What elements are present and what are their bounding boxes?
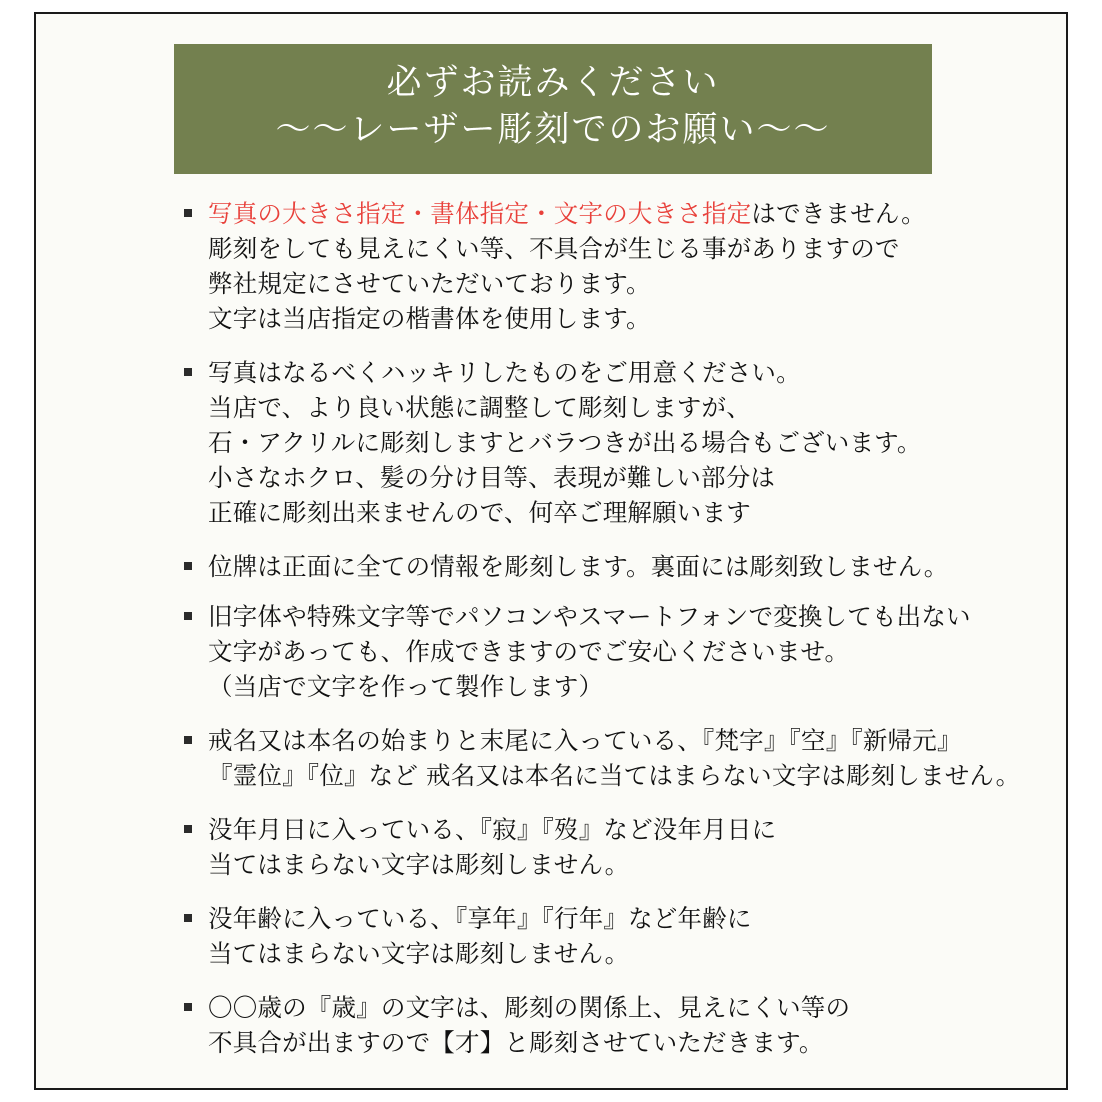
header-title-line-2: 〜〜レーザー彫刻でのお願い〜〜 — [275, 110, 831, 150]
notice-text: 当てはまらない文字は彫刻しません。 — [208, 850, 630, 879]
notice-item — [182, 355, 1012, 530]
notice-line — [208, 936, 1012, 971]
notice-text: 旧字体や特殊文字等でパソコンやスマートフォンで変換しても出ない — [208, 602, 971, 631]
square-bullet-icon — [184, 209, 192, 217]
notice-item — [182, 599, 1012, 704]
notice-line — [208, 812, 1012, 847]
notice-text: はできません。 — [751, 199, 926, 228]
document-header-banner — [174, 44, 932, 174]
square-bullet-icon — [184, 736, 192, 744]
notice-line — [208, 495, 1012, 530]
notice-text: 小さなホクロ、髪の分け目等、表現が難しい部分は — [208, 463, 776, 492]
document-sheet — [34, 12, 1068, 1090]
notice-line — [208, 196, 1012, 231]
square-bullet-icon — [184, 1003, 192, 1011]
notice-line — [208, 758, 1021, 793]
notice-text: （当店で文字を作って製作します） — [208, 672, 604, 701]
notice-text: 『霊位』『位』など 戒名又は本名に当てはまらない文字は彫刻しません。 — [208, 761, 1021, 790]
square-bullet-icon — [184, 562, 192, 570]
notice-line — [208, 847, 1012, 882]
notice-line — [208, 723, 1012, 758]
notice-text: 弊社規定にさせていただいております。 — [208, 269, 651, 298]
notice-text: 当てはまらない文字は彫刻しません。 — [208, 939, 630, 968]
notice-item — [182, 812, 1012, 882]
notice-line — [208, 1025, 1012, 1060]
notice-line — [208, 901, 1012, 936]
document-inner — [36, 14, 1066, 1088]
square-bullet-icon — [184, 825, 192, 833]
notice-text: 没年齢に入っている、『享年』『行年』など年齢に — [208, 904, 752, 933]
square-bullet-icon — [184, 914, 192, 922]
notice-line — [208, 266, 1012, 301]
notice-text: 没年月日に入っている、『寂』『歿』など没年月日に — [208, 815, 777, 844]
notice-line — [208, 425, 1012, 460]
notice-item — [182, 990, 1012, 1060]
notice-item — [182, 549, 1012, 584]
notice-text: 文字があっても、作成できますのでご安心くださいませ。 — [208, 637, 850, 666]
notice-text: 位牌は正面に全ての情報を彫刻します。裏面には彫刻致しません。 — [208, 552, 949, 581]
square-bullet-icon — [184, 368, 192, 376]
notice-text: 戒名又は本名の始まりと末尾に入っている、『梵字』『空』『新帰元』 — [208, 726, 962, 755]
notice-line — [208, 460, 1012, 495]
notice-text: 文字は当店指定の楷書体を使用します。 — [208, 304, 651, 333]
notice-line — [208, 390, 1012, 425]
notice-text: 写真はなるべくハッキリしたものをご用意ください。 — [208, 358, 801, 387]
square-bullet-icon — [184, 612, 192, 620]
notice-item — [182, 723, 1021, 793]
notice-line — [208, 549, 1012, 584]
notice-text: 〇〇歳の『歳』の文字は、彫刻の関係上、見えにくい等の — [208, 993, 851, 1022]
notice-line — [208, 669, 1012, 704]
notice-line — [208, 355, 1012, 390]
notice-line — [208, 231, 1012, 266]
notice-text: 正確に彫刻出来ませんので、何卒ご理解願います — [208, 498, 751, 527]
header-title-line-1: 必ずお読みください — [386, 63, 720, 103]
notice-text: 彫刻をしても見えにくい等、不具合が生じる事がありますので — [208, 234, 900, 263]
notice-line — [208, 990, 1012, 1025]
notice-text-emphasis: 写真の大きさ指定・書体指定・文字の大きさ指定 — [208, 199, 752, 228]
notice-line — [208, 599, 1012, 634]
notice-item — [182, 901, 1012, 971]
notice-item — [182, 196, 1012, 336]
notice-line — [208, 301, 1012, 336]
notice-text: 不具合が出ますので【才】と彫刻させていただきます。 — [208, 1028, 824, 1057]
notice-text: 当店で、より良い状態に調整して彫刻しますが、 — [208, 393, 751, 422]
notice-line — [208, 634, 1012, 669]
notice-list — [182, 196, 1021, 1079]
notice-text: 石・アクリルに彫刻しますとバラつきが出る場合もございます。 — [208, 428, 922, 457]
